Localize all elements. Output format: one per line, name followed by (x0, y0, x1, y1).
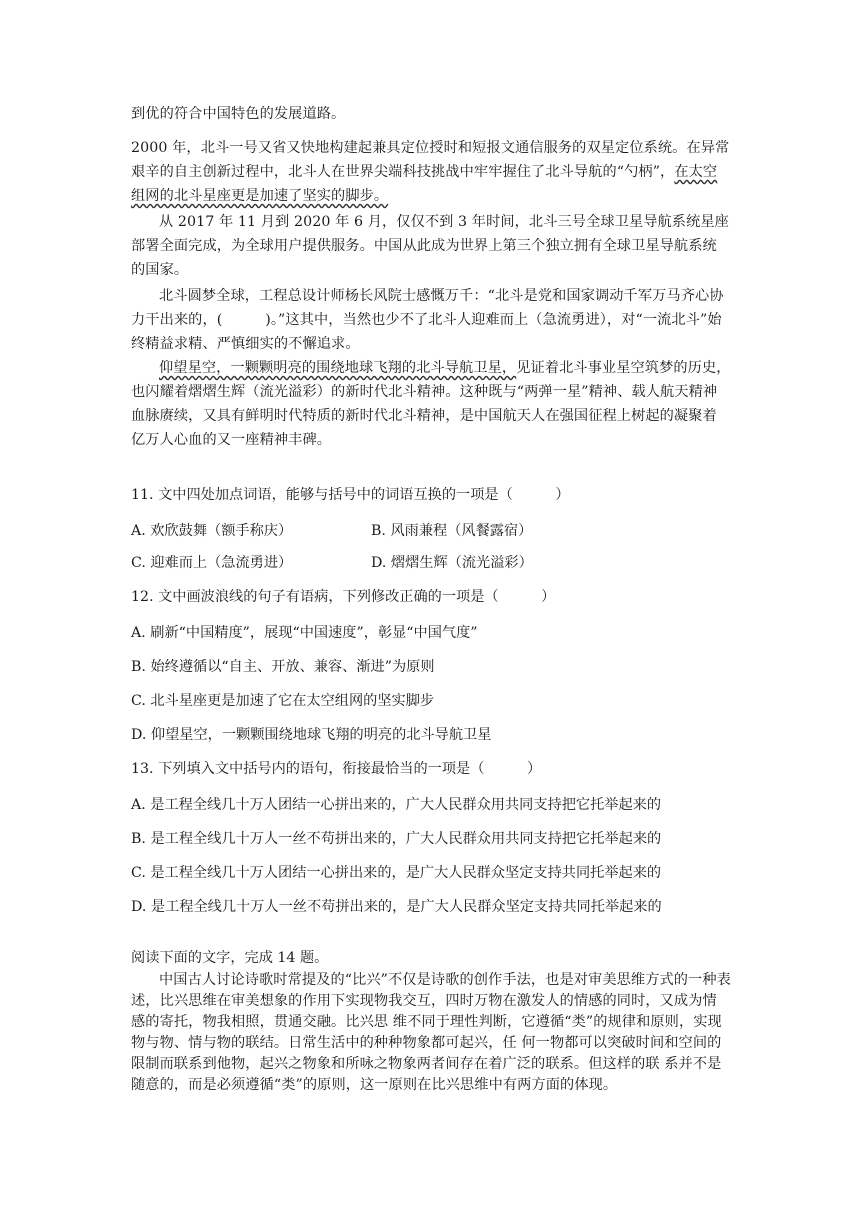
question-12-stem: 12. 文中画波浪线的句子有语病，下列修改正确的一项是（ ） (131, 589, 556, 605)
question-13-option-d: D. 是工程全线几十万人一丝不苟拼出来的，是广大人民群众坚定支持共同托举起来的 (131, 899, 662, 915)
wavy-underlined-sentence-2: 仰望星空，一颗颗明亮的围绕地球飞翔的北斗导航卫星， (159, 360, 517, 376)
question-11-option-c: C. 迎难而上（急流勇进） (131, 555, 293, 571)
wavy-underlined-sentence-1: 在太空组网的北斗星座更是加速了坚实的脚步。 (131, 164, 718, 204)
question-12-option-a: A. 刷新“中国精度”，展现“中国速度”，彰显“中国气度” (131, 625, 478, 641)
reading-instruction: 阅读下面的文字，完成 14 题。 (131, 950, 329, 966)
question-12-option-b: B. 始终遵循以“自主、开放、兼容、渐进”为原则 (131, 659, 435, 675)
paragraph-beidou-dream: 北斗圆梦全球，工程总设计师杨长风院士感慨万千：“北斗是党和国家调动千军万马齐心协力干出来的，( )。”这其中，当然也少不了北斗人迎难而上（急流勇进），对“一流北斗”始终精益求精、严慎细实的不懈追求。 (131, 288, 724, 352)
question-11-option-a: A. 欢欣鼓舞（额手称庆） (131, 523, 293, 539)
paragraph-beidou-spirit-text: 见证着北斗事业星空筑梦的历史，也闪耀着熠熠生辉（流光溢彩）的新时代北斗精神。这种既与“两弹一星”精神、载人航天精神血脉赓续，又具有鲜明时代特质的新时代北斗精神，是中国航天人在强国征程上树起的凝聚着亿万人心血的又一座精神丰碑。 (131, 360, 731, 448)
paragraph-continuation: 到优的符合中国特色的发展道路。 (131, 106, 346, 122)
question-13-option-c: C. 是工程全线几十万人团结一心拼出来的，是广大人民群众坚定支持共同托举起来的 (131, 865, 662, 881)
question-11-option-b: B. 风雨兼程（风餐露宿） (371, 523, 533, 539)
question-13-option-b: B. 是工程全线几十万人一丝不苟拼出来的，广大人民群众用共同支持把它托举起来的 (131, 831, 662, 847)
question-13-stem: 13. 下列填入文中括号内的语句，衔接最恰当的一项是（ ） (131, 761, 542, 777)
paragraph-beidou-1 (131, 136, 731, 208)
paragraph-bixing: 中国古人讨论诗歌时常提及的“比兴”不仅是诗歌的创作手法，也是对审美思维方式的一种表述，比兴思维在审美想象的作用下实现物我交互，四时万物在激发人的情感的同时，又成为情感的寄托，物我相照，贯通交融。比兴思 维不同于理性判断，它遵循“类”的规律和原则，实现物与物、情与物的联结。日常生活中的种种物象都可起兴，任 何一物都可以突破时间和空间的限制而联系到他物，起兴之物象和所咏之物象两者间存在着广泛的联系。但这样的联 系并不是随意的，而是必须遵循“类”的原则，这一原则在比兴思维中有两方面的体现。 (131, 972, 731, 1093)
question-11-stem: 11. 文中四处加点词语，能够与括号中的词语互换的一项是（ ） (131, 487, 570, 503)
question-12-option-c: C. 北斗星座更是加速了它在太空组网的坚实脚步 (131, 693, 435, 709)
question-11-option-d: D. 熠熠生辉（流光溢彩） (371, 555, 533, 571)
paragraph-beidou-spirit (131, 356, 731, 452)
paragraph-beidou-1-text: 2000 年，北斗一号又省又快地构建起兼具定位授时和短报文通信服务的双星定位系统。在异常艰辛的自主创新过程中，北斗人在世界尖端科技挑战中牢牢握住了北斗导航的“勺柄”， (131, 140, 730, 180)
question-13-option-a: A. 是工程全线几十万人团结一心拼出来的，广大人民群众用共同支持把它托举起来的 (131, 797, 662, 813)
question-12-option-d: D. 仰望星空，一颗颗围绕地球飞翔的明亮的北斗导航卫星 (131, 727, 492, 743)
paragraph-beidou-3: 从 2017 年 11 月到 2020 年 6 月，仅仅不到 3 年时间，北斗三号全球卫星导航系统星座部署全面完成，为全球用户提供服务。中国从此成为世界上第三个独立拥有全球卫星导航系统的国家。 (131, 214, 729, 278)
